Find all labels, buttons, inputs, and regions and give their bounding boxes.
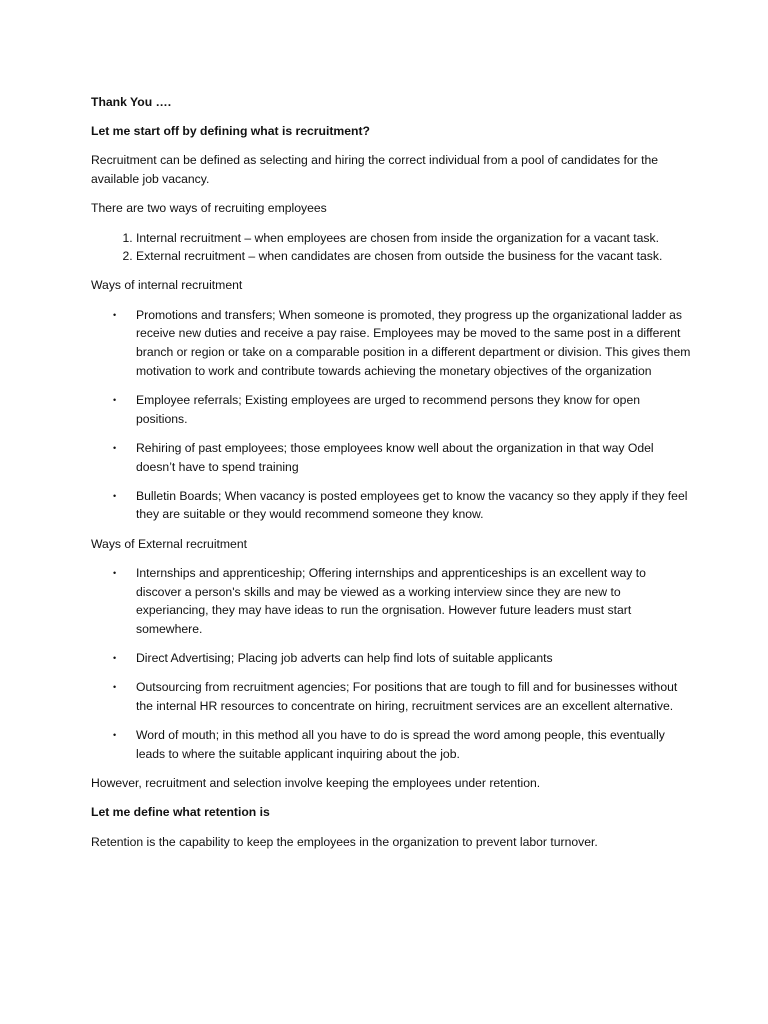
list-item-text: Employee referrals; Existing employees are urged to recommend persons they know for open positions. [136,392,641,426]
bullet-icon: • [113,682,117,693]
retention-intro: However, recruitment and selection involve keeping the employees under retention. [91,776,541,791]
bullet-icon: • [113,730,117,741]
define-recruitment-heading: Let me start off by defining what is recruitment? [91,124,370,139]
list-item [91,564,691,639]
list-item-text: Outsourcing from recruitment agencies; For positions that are tough to fill and for businesses without the internal HR resources to concentrate on hiring, recruitment services are an excellent alternative. [136,680,678,714]
internal-recruitment-list [91,306,691,525]
list-item-text: Promotions and transfers; When someone is promoted, they progress up the organizational ladder as receive new duties and receive a pay raise. Employees may be moved to the same post in a different branch or region or take on a comparable position in a different department or division. This gives them motivation to work and contribute towards achieving the monetary objectives of the organization [136,307,691,378]
list-item-text: Rehiring of past employees; those employees know well about the organization in that way Odel doesn’t have to spend training [136,440,654,474]
document-page [91,93,691,862]
bullet-icon: • [113,394,117,405]
list-item-text: Internships and apprenticeship; Offering internships and apprenticeships is an excellent way to discover a person's skills and may be viewed as a working interview since they are new to experiancing, they may have ideas to run the orgnisation. However future leaders must start somewhere. [136,565,646,636]
list-item [91,726,691,763]
bullet-icon: • [113,309,117,320]
retention-definition: Retention is the capability to keep the employees in the organization to prevent labor turnover. [91,834,598,849]
list-item-text: Direct Advertising; Placing job adverts can help find lots of suitable applicants [136,651,553,666]
thank-you-line: Thank You …. [91,95,172,109]
retention-heading: Let me define what retention is [91,805,270,820]
list-item [91,678,691,715]
recruitment-definition: Recruitment can be defined as selecting and hiring the correct individual from a pool of candidates for the available job vacancy. [91,153,659,187]
list-item [91,649,691,668]
internal-recruitment-heading: Ways of internal recruitment [91,278,243,293]
external-recruitment-heading: Ways of External recruitment [91,536,248,551]
numbered-item-external: 2. External recruitment – when candidates are chosen from outside the business for the vacant task. [136,247,691,266]
bullet-icon: • [113,490,117,501]
list-item-text: Word of mouth; in this method all you have to do is spread the word among people, this eventually leads to where the suitable applicant inquiring about the job. [136,728,665,761]
list-item-text: Bulletin Boards; When vacancy is posted employees get to know the vacancy so they apply if they feel they are suitable or they would recommend someone they know. [136,488,688,522]
list-item [91,487,691,524]
external-recruitment-list [91,564,691,764]
bullet-icon: • [113,653,117,664]
recruitment-ways-list [91,229,691,266]
bullet-icon: • [113,442,117,453]
two-ways-intro: There are two ways of recruiting employees [91,201,327,216]
list-item [91,306,691,381]
bullet-icon: • [113,567,117,578]
list-item [91,391,691,428]
numbered-item-internal: 1. Internal recruitment – when employees are chosen from inside the organization for a vacant task. [136,229,691,248]
list-item [91,439,691,476]
